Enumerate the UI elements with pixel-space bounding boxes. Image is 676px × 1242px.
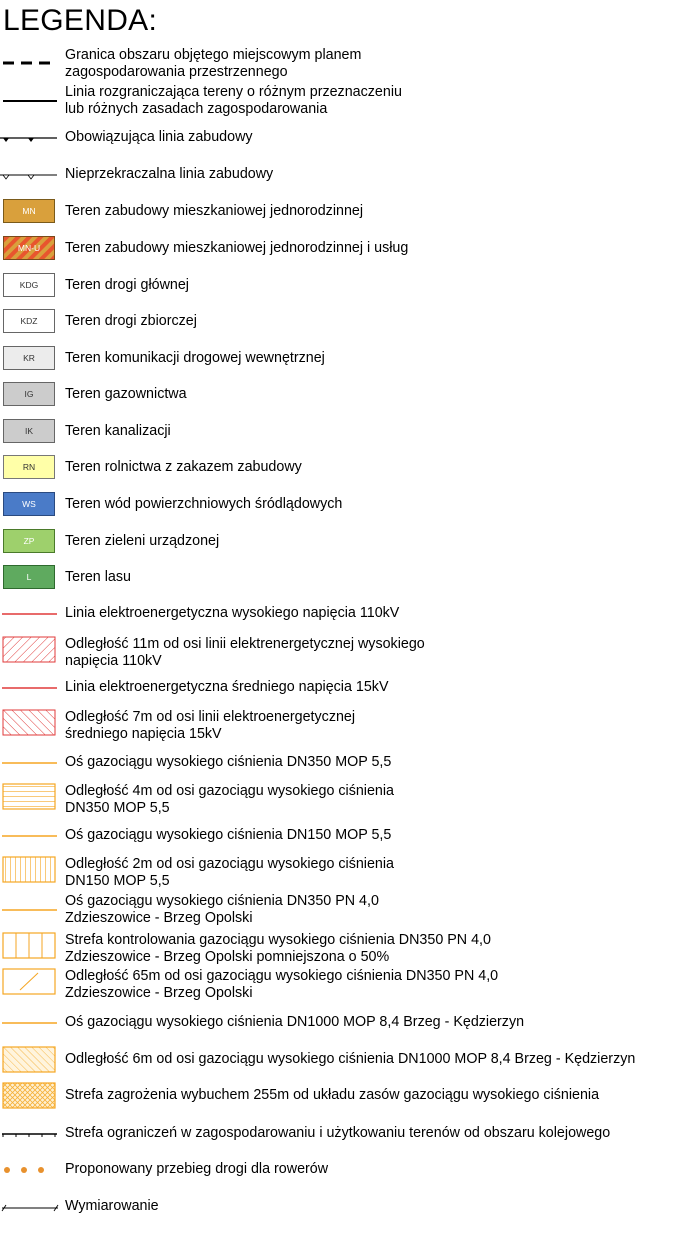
orange-diagonal-symbol: [0, 966, 60, 996]
zone-swatch-l: L: [3, 565, 55, 589]
zone-swatch-kdg: KDG: [3, 273, 55, 297]
legend-label: Odległość 6m od osi gazociągu wysokiego ciśnienia DN1000 MOP 8,4 Brzeg - Kędzierzyn: [65, 1051, 636, 1067]
legend-label: Oś gazociągu wysokiego ciśnienia DN350 MOP 5,5: [65, 754, 392, 770]
legend-label: Odległość 4m od osi gazociągu wysokiego ciśnienia DN350 MOP 5,5: [65, 783, 395, 816]
legend-label: Teren komunikacji drogowej wewnętrznej: [65, 350, 325, 366]
legend-label: Wymiarowanie: [65, 1198, 159, 1214]
legend-label: Oś gazociągu wysokiego ciśnienia DN150 MOP 5,5: [65, 827, 392, 843]
orange-line-symbol: [0, 1014, 60, 1044]
solid-line-symbol: [0, 84, 60, 114]
legend-label: Nieprzekraczalna linia zabudowy: [65, 166, 274, 182]
legend-label: Odległość 65m od osi gazociągu wysokiego ciśnienia DN350 PN 4,0 Zdzieszowice - Brzeg Opolski: [65, 968, 499, 1001]
zone-swatch-rn: RN: [3, 455, 55, 479]
legend-label: Teren kanalizacji: [65, 423, 171, 439]
zone-swatch-mn: MN: [3, 199, 55, 223]
legend-title: LEGENDA:: [3, 4, 158, 37]
zone-swatch-kr: KR: [3, 346, 55, 370]
legend-label: Linia elektroenergetyczna średniego napięcia 15kV: [65, 679, 389, 695]
orange-vertical-hatch-symbol: [0, 854, 60, 884]
orange-line-symbol: [0, 754, 60, 784]
legend-label: Teren wód powierzchniowych śródlądowych: [65, 496, 343, 512]
red-line-symbol: [0, 679, 60, 709]
legend-label: Strefa ograniczeń w zagospodarowaniu i użytkowaniu terenów od obszaru kolejowego: [65, 1125, 611, 1141]
dotted-route-symbol: [0, 1161, 60, 1191]
orange-line-symbol: [0, 893, 60, 923]
building-line-filled-symbol: [0, 129, 60, 159]
red-line-symbol: [0, 605, 60, 635]
legend-label: Teren rolnictwa z zakazem zabudowy: [65, 459, 302, 475]
legend-label: Teren lasu: [65, 569, 131, 585]
legend-label: Linia elektroenergetyczna wysokiego napięcia 110kV: [65, 605, 400, 621]
legend-label: Obowiązująca linia zabudowy: [65, 129, 253, 145]
legend-label: Granica obszaru objętego miejscowym planem zagospodarowania przestrzennego: [65, 47, 362, 80]
legend-label: Odległość 7m od osi linii elektroenergetycznej średniego napięcia 15kV: [65, 709, 356, 742]
orange-horizontal-hatch-symbol: [0, 781, 60, 811]
legend-label: Linia rozgraniczająca tereny o różnym przeznaczeniu lub różnych zasadach zagospodarowania: [65, 84, 402, 117]
orange-diagonal-hatch-symbol: [0, 1044, 60, 1074]
orange-line-symbol: [0, 827, 60, 857]
tick-line-symbol: [0, 1125, 60, 1155]
legend-label: Strefa kontrolowania gazociągu wysokiego ciśnienia DN350 PN 4,0 Zdzieszowice - Brzeg Opolski pomniejszona o 50%: [65, 932, 491, 965]
zone-swatch-zp: ZP: [3, 529, 55, 553]
building-line-open-symbol: [0, 166, 60, 196]
legend-label: Teren zieleni urządzonej: [65, 533, 220, 549]
legend-label: Teren drogi zbiorczej: [65, 313, 197, 329]
orange-grid-symbol: [0, 930, 60, 960]
legend-label: Teren drogi głównej: [65, 277, 189, 293]
legend-label: Teren zabudowy mieszkaniowej jednorodzinnej i usług: [65, 240, 409, 256]
red-hatch-symbol: [0, 707, 60, 737]
orange-crosshatch-symbol: [0, 1080, 60, 1110]
legend-label: Odległość 2m od osi gazociągu wysokiego ciśnienia DN150 MOP 5,5: [65, 856, 395, 889]
zone-swatch-ig: IG: [3, 382, 55, 406]
zone-swatch-mn-u: MN-U: [3, 236, 55, 260]
dimension-line-symbol: [0, 1198, 60, 1228]
legend-label: Proponowany przebieg drogi dla rowerów: [65, 1161, 329, 1177]
red-hatch-symbol: [0, 634, 60, 664]
legend-label: Oś gazociągu wysokiego ciśnienia DN350 PN 4,0 Zdzieszowice - Brzeg Opolski: [65, 893, 379, 926]
legend-label: Strefa zagrożenia wybuchem 255m od układu zasów gazociągu wysokiego ciśnienia: [65, 1087, 600, 1103]
legend-label: Teren gazownictwa: [65, 386, 187, 402]
legend-label: Odległość 11m od osi linii elektrenergetycznej wysokiego napięcia 110kV: [65, 636, 425, 669]
zone-swatch-ws: WS: [3, 492, 55, 516]
dashed-line-symbol: [0, 47, 60, 77]
legend-label: Oś gazociągu wysokiego ciśnienia DN1000 MOP 8,4 Brzeg - Kędzierzyn: [65, 1014, 525, 1030]
zone-swatch-ik: IK: [3, 419, 55, 443]
legend-label: Teren zabudowy mieszkaniowej jednorodzinnej: [65, 203, 364, 219]
zone-swatch-kdz: KDZ: [3, 309, 55, 333]
